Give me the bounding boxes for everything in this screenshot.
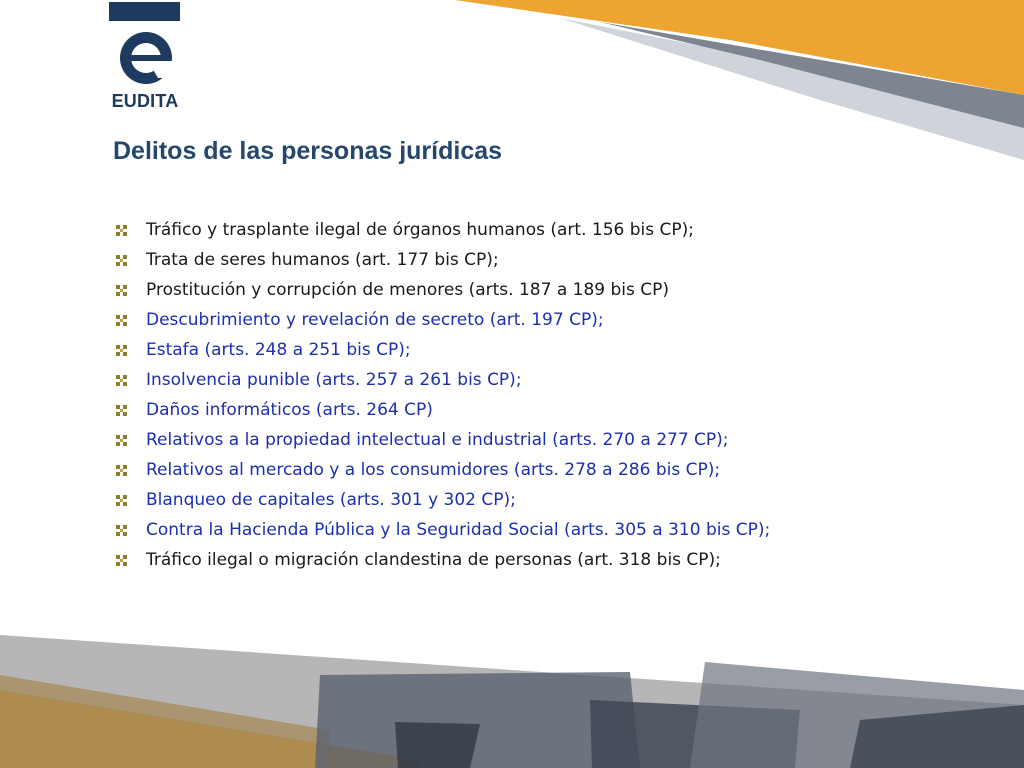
list-item (116, 395, 770, 425)
list-item (116, 275, 770, 305)
list-item-text: Blanqueo de capitales (arts. 301 y 302 CP); (146, 490, 516, 510)
list-item-text: Tráfico ilegal o migración clandestina de personas (art. 318 bis CP); (146, 550, 721, 570)
bullet-icon (116, 285, 127, 296)
list-item (116, 245, 770, 275)
bottom-band-tan (0, 675, 330, 768)
bullet-icon (116, 495, 127, 506)
bullet-icon (116, 255, 127, 266)
list-item (116, 335, 770, 365)
bottom-block-1 (315, 672, 640, 768)
bottom-block-5 (850, 705, 1024, 768)
e-logo-icon (118, 30, 174, 86)
bottom-band-orange (0, 690, 420, 768)
list-item (116, 455, 770, 485)
top-stripe-gray-light (560, 18, 1024, 160)
list-item-text: Trata de seres humanos (art. 177 bis CP); (146, 250, 499, 270)
bullet-icon (116, 435, 127, 446)
list-item-text: Daños informáticos (arts. 264 CP) (146, 400, 433, 420)
list-item-text: Contra la Hacienda Pública y la Seguridad Social (arts. 305 a 310 bis CP); (146, 520, 771, 540)
bullet-icon (116, 405, 127, 416)
bottom-block-2 (395, 722, 480, 768)
bottom-block-3 (590, 700, 800, 768)
slide-title: Delitos de las personas jurídicas (113, 137, 503, 165)
top-stripe-gray-dark (600, 22, 1024, 128)
list-item-text: Tráfico y trasplante ilegal de órganos humanos (art. 156 bis CP); (146, 220, 694, 240)
logo-bar (109, 2, 180, 21)
list-item-text: Descubrimiento y revelación de secreto (art. 197 CP); (146, 310, 604, 330)
list-item (116, 425, 770, 455)
bullet-icon (116, 225, 127, 236)
list-item-text: Relativos al mercado y a los consumidores (arts. 278 a 286 bis CP); (146, 460, 721, 480)
list-item (116, 515, 770, 545)
list-item (116, 545, 770, 575)
offense-list (116, 215, 770, 575)
bullet-icon (116, 375, 127, 386)
list-item-text: Insolvencia punible (arts. 257 a 261 bis CP); (146, 370, 522, 390)
bullet-icon (116, 315, 127, 326)
list-item (116, 215, 770, 245)
bullet-icon (116, 345, 127, 356)
list-item (116, 485, 770, 515)
bullet-icon (116, 525, 127, 536)
list-item-text: Prostitución y corrupción de menores (arts. 187 a 189 bis CP) (146, 280, 670, 300)
bullet-icon (116, 465, 127, 476)
list-item (116, 365, 770, 395)
list-item-text: Estafa (arts. 248 a 251 bis CP); (146, 340, 411, 360)
bottom-block-4 (690, 662, 1024, 768)
logo-text: EUDITA (111, 91, 179, 111)
top-stripe-orange (455, 0, 1024, 95)
list-item (116, 305, 770, 335)
list-item-text: Relativos a la propiedad intelectual e industrial (arts. 270 a 277 CP); (146, 430, 729, 450)
eudita-logo (108, 0, 182, 112)
bottom-band-gray (0, 635, 1024, 768)
bullet-icon (116, 555, 127, 566)
